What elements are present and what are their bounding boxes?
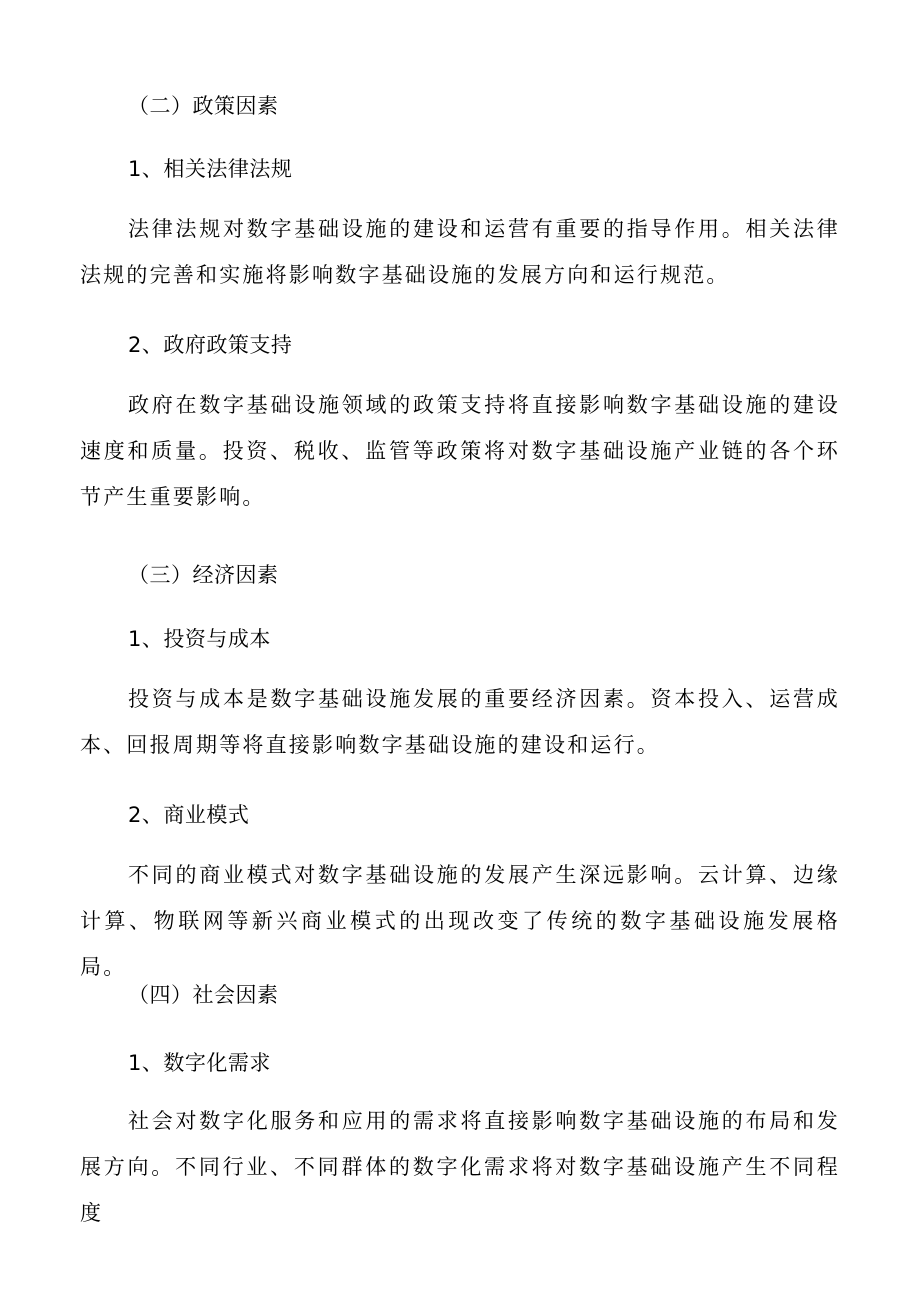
paragraph-laws: 法律法规对数字基础设施的建设和运营有重要的指导作用。相关法律法规的完善和实施将影响数字基础设施的发展方向和运行规范。 xyxy=(80,217,840,287)
section-heading-policy: （二）政策因素 xyxy=(128,94,279,118)
subsection-title-laws: 1、相关法律法规 xyxy=(128,157,293,181)
paragraph-business-model: 不同的商业模式对数字基础设施的发展产生深远影响。云计算、边缘计算、物联网等新兴商业模式的出现改变了传统的数字基础设施发展格局。 xyxy=(80,863,840,979)
subsection-title-digital-demand: 1、数字化需求 xyxy=(128,1051,271,1075)
section-heading-economic: （三）经济因素 xyxy=(128,563,279,587)
paragraph-government-support: 政府在数字基础设施领域的政策支持将直接影响数字基础设施的建设速度和质量。投资、税收、监管等政策将对数字基础设施产业链的各个环节产生重要影响。 xyxy=(80,393,840,509)
section-heading-social: （四）社会因素 xyxy=(128,983,279,1007)
subsection-title-government-support: 2、政府政策支持 xyxy=(128,333,293,357)
subsection-title-investment-cost: 1、投资与成本 xyxy=(128,627,271,651)
paragraph-digital-demand: 社会对数字化服务和应用的需求将直接影响数字基础设施的布局和发展方向。不同行业、不同群体的数字化需求将对数字基础设施产生不同程度 xyxy=(80,1109,840,1225)
paragraph-investment-cost: 投资与成本是数字基础设施发展的重要经济因素。资本投入、运营成本、回报周期等将直接影响数字基础设施的建设和运行。 xyxy=(80,687,840,757)
subsection-title-business-model: 2、商业模式 xyxy=(128,803,250,827)
